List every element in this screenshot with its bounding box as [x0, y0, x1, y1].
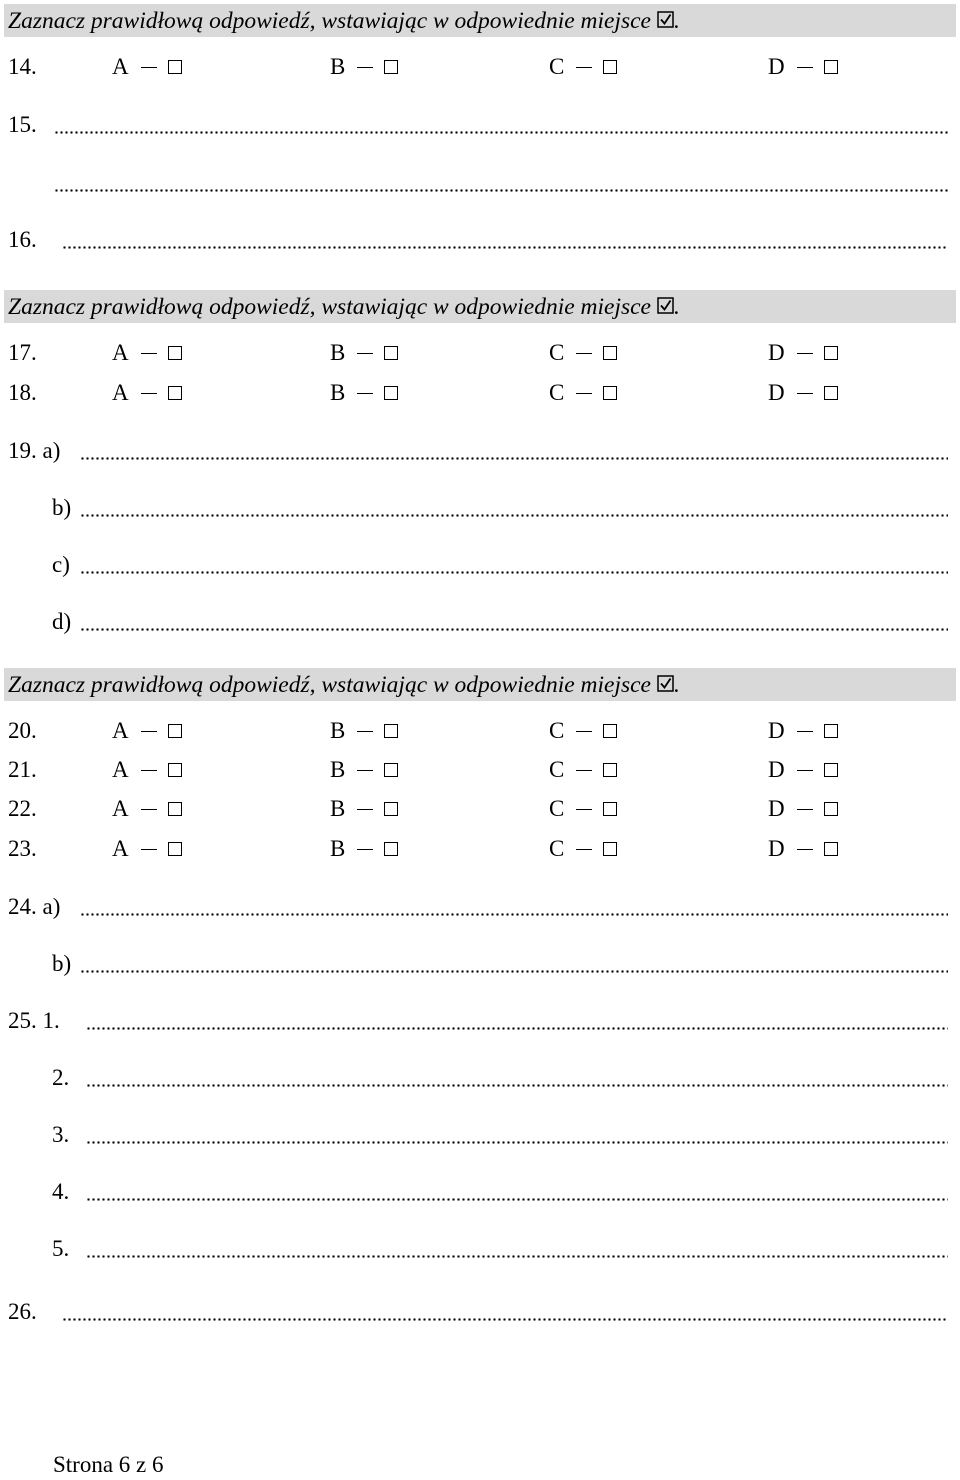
sub-label: c)	[52, 552, 70, 577]
instruction-band	[4, 290, 956, 323]
dash	[357, 731, 373, 733]
question-number: 22.	[8, 796, 37, 821]
dotted-line[interactable]	[62, 246, 948, 249]
option-a[interactable]	[112, 716, 182, 746]
checkbox[interactable]	[168, 346, 182, 360]
option-a[interactable]	[112, 794, 182, 824]
checkbox[interactable]	[824, 386, 838, 400]
checkbox[interactable]	[384, 60, 398, 74]
option-a[interactable]	[112, 755, 182, 785]
question-number: 17.	[8, 340, 37, 365]
dash	[141, 353, 157, 355]
question-row-14	[0, 52, 960, 82]
dash	[797, 393, 813, 395]
option-label: C	[549, 796, 565, 821]
option-a[interactable]	[112, 378, 182, 408]
checkbox[interactable]	[603, 763, 617, 777]
checkbox[interactable]	[824, 724, 838, 738]
dash	[797, 849, 813, 851]
checkbox[interactable]	[168, 724, 182, 738]
checkbox[interactable]	[603, 346, 617, 360]
option-d[interactable]	[768, 338, 838, 368]
answer-line-19c[interactable]	[0, 550, 960, 580]
option-label: B	[330, 54, 346, 79]
checkbox[interactable]	[603, 60, 617, 74]
option-b[interactable]	[330, 834, 398, 864]
page-footer: Strona 6 z 6	[53, 1452, 164, 1477]
option-b[interactable]	[330, 52, 398, 82]
dash	[141, 393, 157, 395]
option-d[interactable]	[768, 716, 838, 746]
question-row-18	[0, 378, 960, 408]
option-b[interactable]	[330, 794, 398, 824]
dash	[357, 849, 373, 851]
option-d[interactable]	[768, 755, 838, 785]
option-c[interactable]	[549, 834, 617, 864]
dotted-line[interactable]	[86, 1198, 948, 1201]
option-label: B	[330, 718, 346, 743]
option-label: D	[768, 54, 785, 79]
answer-line-25-4[interactable]	[0, 1177, 960, 1207]
dash	[576, 849, 592, 851]
option-c[interactable]	[549, 52, 617, 82]
dash	[357, 353, 373, 355]
dotted-line[interactable]	[86, 1255, 948, 1258]
checkbox[interactable]	[824, 802, 838, 816]
dash	[576, 770, 592, 772]
option-label: B	[330, 757, 346, 782]
checkbox[interactable]	[824, 842, 838, 856]
checkbox[interactable]	[384, 346, 398, 360]
dotted-line[interactable]	[86, 1027, 948, 1030]
option-d[interactable]	[768, 52, 838, 82]
checkbox[interactable]	[168, 842, 182, 856]
checkbox[interactable]	[824, 60, 838, 74]
option-a[interactable]	[112, 338, 182, 368]
question-row-21	[0, 755, 960, 785]
option-label: A	[112, 836, 129, 861]
answer-line-19a[interactable]	[0, 436, 960, 466]
answer-line-25-1[interactable]	[0, 1006, 960, 1036]
instruction-band	[4, 668, 956, 701]
checkbox[interactable]	[168, 386, 182, 400]
answer-line-26[interactable]	[0, 1297, 960, 1327]
question-row-23	[0, 834, 960, 864]
question-number: 20.	[8, 718, 37, 743]
answer-line-25-2[interactable]	[0, 1063, 960, 1093]
answer-line-25-5[interactable]	[0, 1234, 960, 1264]
question-number: 16.	[8, 227, 37, 252]
option-label: C	[549, 340, 565, 365]
checkbox[interactable]	[168, 802, 182, 816]
checkbox-checked-icon	[657, 11, 674, 28]
dash	[141, 770, 157, 772]
dotted-line[interactable]	[80, 514, 948, 517]
option-label: B	[330, 340, 346, 365]
checkbox[interactable]	[384, 724, 398, 738]
option-c[interactable]	[549, 755, 617, 785]
checkbox[interactable]	[384, 842, 398, 856]
instruction-text: Zaznacz prawidłową odpowiedź, wstawiając w odpowiednie miejsce .	[8, 294, 680, 320]
option-label: C	[549, 836, 565, 861]
instruction-text: Zaznacz prawidłową odpowiedź, wstawiając w odpowiednie miejsce .	[8, 672, 680, 698]
option-c[interactable]	[549, 338, 617, 368]
answer-line-19d[interactable]	[0, 607, 960, 637]
dash	[797, 353, 813, 355]
option-label: D	[768, 380, 785, 405]
question-row-20	[0, 716, 960, 746]
dash	[141, 809, 157, 811]
checkbox-checked-icon	[657, 297, 674, 314]
checkbox[interactable]	[384, 763, 398, 777]
option-c[interactable]	[549, 716, 617, 746]
option-c[interactable]	[549, 378, 617, 408]
checkbox[interactable]	[603, 802, 617, 816]
option-label: B	[330, 380, 346, 405]
option-label: B	[330, 796, 346, 821]
dotted-line[interactable]	[80, 571, 948, 574]
dash	[797, 731, 813, 733]
answer-line-25-3[interactable]	[0, 1120, 960, 1150]
option-label: A	[112, 718, 129, 743]
option-label: A	[112, 54, 129, 79]
option-d[interactable]	[768, 834, 838, 864]
dash	[576, 353, 592, 355]
sub-label: 5.	[52, 1236, 70, 1261]
option-b[interactable]	[330, 755, 398, 785]
option-b[interactable]	[330, 716, 398, 746]
dash	[576, 731, 592, 733]
checkbox[interactable]	[603, 386, 617, 400]
option-label: D	[768, 718, 785, 743]
question-number: 18.	[8, 380, 37, 405]
sub-label: 3.	[52, 1122, 70, 1147]
instruction-band	[4, 4, 956, 37]
checkbox[interactable]	[603, 842, 617, 856]
checkbox[interactable]	[603, 724, 617, 738]
instruction-text: Zaznacz prawidłową odpowiedź, wstawiając w odpowiednie miejsce .	[8, 8, 680, 34]
question-number: 24. a)	[8, 894, 61, 919]
answer-line-15-cont[interactable]	[0, 168, 960, 198]
dash	[357, 809, 373, 811]
option-label: C	[549, 757, 565, 782]
dash	[797, 770, 813, 772]
option-label: C	[549, 54, 565, 79]
option-label: A	[112, 340, 129, 365]
question-number: 14.	[8, 54, 37, 79]
question-number: 23.	[8, 836, 37, 861]
dash	[141, 67, 157, 69]
answer-line-19b[interactable]	[0, 493, 960, 523]
dotted-line[interactable]	[86, 1084, 948, 1087]
sub-label: b)	[52, 951, 72, 976]
option-b[interactable]	[330, 378, 398, 408]
option-d[interactable]	[768, 794, 838, 824]
answer-line-16[interactable]	[0, 225, 960, 255]
sub-label: 4.	[52, 1179, 70, 1204]
question-number: 26.	[8, 1299, 37, 1324]
option-c[interactable]	[549, 794, 617, 824]
dotted-line[interactable]	[86, 1141, 948, 1144]
sub-label: b)	[52, 495, 72, 520]
dash	[576, 393, 592, 395]
answer-line-24b[interactable]	[0, 949, 960, 979]
dash	[797, 809, 813, 811]
option-b[interactable]	[330, 338, 398, 368]
dash	[357, 67, 373, 69]
option-label: A	[112, 757, 129, 782]
checkbox-checked-icon	[657, 675, 674, 692]
dash	[576, 809, 592, 811]
question-row-22	[0, 794, 960, 824]
dash	[357, 770, 373, 772]
checkbox[interactable]	[824, 763, 838, 777]
dash	[141, 731, 157, 733]
question-number: 19. a)	[8, 438, 61, 463]
dotted-line[interactable]	[80, 457, 948, 460]
answer-line-15[interactable]	[0, 110, 960, 140]
dash	[797, 67, 813, 69]
dotted-line[interactable]	[62, 1318, 948, 1321]
dotted-line[interactable]	[80, 913, 948, 916]
question-number: 21.	[8, 757, 37, 782]
dotted-line[interactable]	[80, 970, 948, 973]
sub-label: 2.	[52, 1065, 70, 1090]
option-label: A	[112, 380, 129, 405]
checkbox[interactable]	[824, 346, 838, 360]
checkbox[interactable]	[384, 386, 398, 400]
question-row-17	[0, 338, 960, 368]
dash	[357, 393, 373, 395]
dotted-line[interactable]	[54, 189, 948, 192]
question-number: 15.	[8, 112, 37, 137]
checkbox[interactable]	[168, 763, 182, 777]
sub-label: d)	[52, 609, 72, 634]
option-label: B	[330, 836, 346, 861]
checkbox[interactable]	[168, 60, 182, 74]
option-label: D	[768, 836, 785, 861]
option-label: D	[768, 757, 785, 782]
dotted-line[interactable]	[54, 131, 948, 134]
option-label: C	[549, 380, 565, 405]
option-label: D	[768, 340, 785, 365]
option-label: A	[112, 796, 129, 821]
question-number: 25. 1.	[8, 1008, 60, 1033]
option-a[interactable]	[112, 834, 182, 864]
option-label: C	[549, 718, 565, 743]
option-d[interactable]	[768, 378, 838, 408]
dotted-line[interactable]	[80, 628, 948, 631]
dash	[141, 849, 157, 851]
checkbox[interactable]	[384, 802, 398, 816]
option-label: D	[768, 796, 785, 821]
option-a[interactable]	[112, 52, 182, 82]
dash	[576, 67, 592, 69]
answer-line-24a[interactable]	[0, 892, 960, 922]
